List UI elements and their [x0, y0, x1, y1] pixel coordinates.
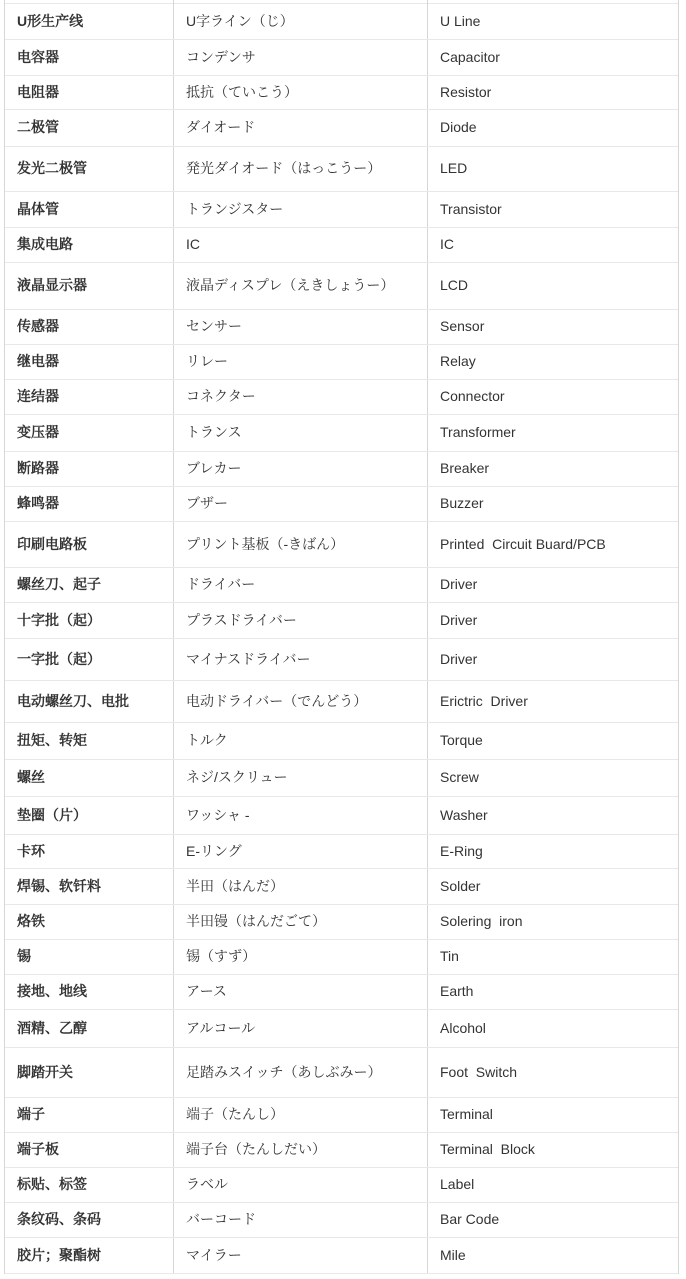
vocab-table: [4, 0, 679, 1274]
cell-chinese: 扭矩、转矩: [5, 723, 174, 759]
cell-english: Solder: [440, 877, 481, 894]
cell-japanese: 半田（はんだ）: [174, 869, 428, 904]
cell-japanese: 锡（すず）: [174, 940, 428, 974]
cell-chinese: 焊锡、软钎料: [5, 869, 174, 904]
cell-english: Transformer: [440, 424, 516, 441]
cell-japanese: 端子（たんし）: [174, 1098, 428, 1132]
table-row: [5, 110, 678, 147]
cell-chinese: 传感器: [5, 310, 174, 344]
cell-japanese: コネクター: [174, 380, 428, 414]
cell-chinese: 二极管: [5, 110, 174, 146]
cell-chinese: 断路器: [5, 452, 174, 486]
table-row: [5, 940, 678, 975]
table-row: [5, 4, 678, 40]
cell-chinese: 端子: [5, 1098, 174, 1132]
cell-japanese: 足踏みスイッチ（あしぶみー）: [174, 1048, 428, 1097]
cell-english: Diode: [440, 119, 477, 136]
table-row: [5, 192, 678, 228]
table-row: [5, 1238, 678, 1274]
cell-chinese: 端子板: [5, 1133, 174, 1167]
table-row: [5, 723, 678, 760]
table-row: [5, 1098, 678, 1133]
table-row: [5, 345, 678, 380]
cell-english: Capacitor: [440, 48, 500, 65]
cell-english: Driver: [440, 650, 478, 667]
cell-english: Relay: [440, 353, 476, 370]
cell-english: Printed Circuit Buard/PCB: [440, 535, 606, 552]
cell-japanese: ブレカー: [174, 452, 428, 486]
cell-japanese: IC: [174, 228, 428, 262]
table-row: [5, 603, 678, 639]
cell-japanese: ネジ/スクリュー: [174, 760, 428, 796]
cell-english: Terminal: [440, 1106, 493, 1123]
cell-chinese: 卡环: [5, 835, 174, 868]
cell-english: Earth: [440, 983, 474, 1000]
cell-english: Mile: [440, 1246, 466, 1263]
cell-chinese: 电阻器: [5, 76, 174, 109]
table-row: [5, 905, 678, 940]
cell-chinese: 十字批（起）: [5, 603, 174, 638]
cell-english: Washer: [440, 806, 488, 823]
cell-japanese: 端子台（たんしだい）: [174, 1133, 428, 1167]
table-row: [5, 415, 678, 452]
table-row: [5, 639, 678, 681]
cell-chinese: 标贴、标签: [5, 1168, 174, 1202]
cell-english: E-Ring: [440, 842, 483, 859]
cell-english: Erictric Driver: [440, 692, 528, 709]
cell-english: LCD: [440, 277, 469, 294]
cell-japanese: センサー: [174, 310, 428, 344]
table-row: [5, 1048, 678, 1098]
cell-english: Connector: [440, 388, 505, 405]
cell-chinese: 条纹码、条码: [5, 1203, 174, 1237]
cell-chinese: 继电器: [5, 345, 174, 379]
cell-english: Foot Switch: [440, 1063, 518, 1080]
cell-english: Solering iron: [440, 913, 523, 930]
table-row: [5, 228, 678, 263]
table-row: [5, 487, 678, 522]
cell-japanese: トランス: [174, 415, 428, 451]
table-row: [5, 760, 678, 797]
table-row: [5, 147, 678, 192]
cell-chinese: 一字批（起）: [5, 639, 174, 680]
cell-english: Driver: [440, 611, 478, 628]
table-row: [5, 452, 678, 487]
cell-japanese: マイラー: [174, 1238, 428, 1273]
cell-chinese: 晶体管: [5, 192, 174, 227]
cell-chinese: 变压器: [5, 415, 174, 451]
cell-english: Bar Code: [440, 1211, 500, 1228]
cell-japanese: 电动ドライバー（でんどう）: [174, 681, 428, 722]
cell-chinese: 电容器: [5, 40, 174, 75]
cell-japanese: リレー: [174, 345, 428, 379]
cell-chinese: 烙铁: [5, 905, 174, 939]
table-row: [5, 568, 678, 603]
table-row: [5, 797, 678, 835]
cell-japanese: 抵抗（ていこう）: [174, 76, 428, 109]
cell-english: U Line: [440, 12, 481, 29]
cell-japanese: マイナスドライバー: [174, 639, 428, 680]
cell-chinese: 连结器: [5, 380, 174, 414]
cell-japanese: トランジスター: [174, 192, 428, 227]
cell-chinese: U形生产线: [5, 4, 174, 39]
cell-japanese: ブザー: [174, 487, 428, 521]
cell-japanese: アルコール: [174, 1010, 428, 1047]
cell-japanese: ダイオード: [174, 110, 428, 146]
cell-english: LED: [440, 160, 468, 177]
cell-english: Terminal Block: [440, 1141, 535, 1158]
cell-japanese: ラベル: [174, 1168, 428, 1202]
table-row: [5, 1010, 678, 1048]
cell-chinese: 酒精、乙醇: [5, 1010, 174, 1047]
table-row: [5, 310, 678, 345]
table-row: [5, 1168, 678, 1203]
cell-english: Tin: [440, 948, 459, 965]
cell-chinese: 液晶显示器: [5, 263, 174, 309]
cell-english: Buzzer: [440, 495, 484, 512]
cell-english: IC: [440, 236, 454, 253]
cell-chinese: 螺丝: [5, 760, 174, 796]
cell-japanese: ドライバー: [174, 568, 428, 602]
cell-english: Label: [440, 1176, 475, 1193]
cell-japanese: プラスドライバー: [174, 603, 428, 638]
cell-japanese: コンデンサ: [174, 40, 428, 75]
cell-chinese: 脚踏开关: [5, 1048, 174, 1097]
cell-chinese: 垫圈（片）: [5, 797, 174, 834]
cell-chinese: 蜂鸣器: [5, 487, 174, 521]
table-row: [5, 869, 678, 905]
cell-japanese: 液晶ディスプレ（えきしょうー）: [174, 263, 428, 309]
cell-english: Breaker: [440, 460, 490, 477]
table-row: [5, 522, 678, 568]
cell-japanese: E-リング: [174, 835, 428, 868]
cell-chinese: 印刷电路板: [5, 522, 174, 567]
cell-chinese: 电动螺丝刀、电批: [5, 681, 174, 722]
cell-japanese: 半田镘（はんだごて）: [174, 905, 428, 939]
cell-english: Alcohol: [440, 1019, 486, 1036]
cell-chinese: 锡: [5, 940, 174, 974]
table-row: [5, 1203, 678, 1238]
cell-japanese: バーコード: [174, 1203, 428, 1237]
cell-english: Screw: [440, 769, 479, 786]
cell-english: Driver: [440, 576, 478, 593]
table-row: [5, 975, 678, 1010]
cell-english: Transistor: [440, 200, 502, 217]
table-row: [5, 40, 678, 76]
table-row: [5, 263, 678, 310]
cell-chinese: 接地、地线: [5, 975, 174, 1009]
cell-chinese: 胶片；聚酯树: [5, 1238, 174, 1273]
cell-english: Torque: [440, 732, 483, 749]
cell-chinese: 发光二极管: [5, 147, 174, 191]
cell-japanese: ワッシャ -: [174, 797, 428, 834]
table-row: [5, 76, 678, 110]
table-row: [5, 681, 678, 723]
cell-japanese: アース: [174, 975, 428, 1009]
cell-japanese: U字ライン（じ）: [174, 4, 428, 39]
table-row: [5, 835, 678, 869]
cell-japanese: トルク: [174, 723, 428, 759]
cell-japanese: プリント基板（-きばん）: [174, 522, 428, 567]
cell-english: Sensor: [440, 318, 485, 335]
cell-chinese: 集成电路: [5, 228, 174, 262]
table-row: [5, 380, 678, 415]
table-row: [5, 1133, 678, 1168]
cell-english: Resistor: [440, 83, 492, 100]
cell-chinese: 螺丝刀、起子: [5, 568, 174, 602]
cell-japanese: 発光ダイオード（はっこうー）: [174, 147, 428, 191]
